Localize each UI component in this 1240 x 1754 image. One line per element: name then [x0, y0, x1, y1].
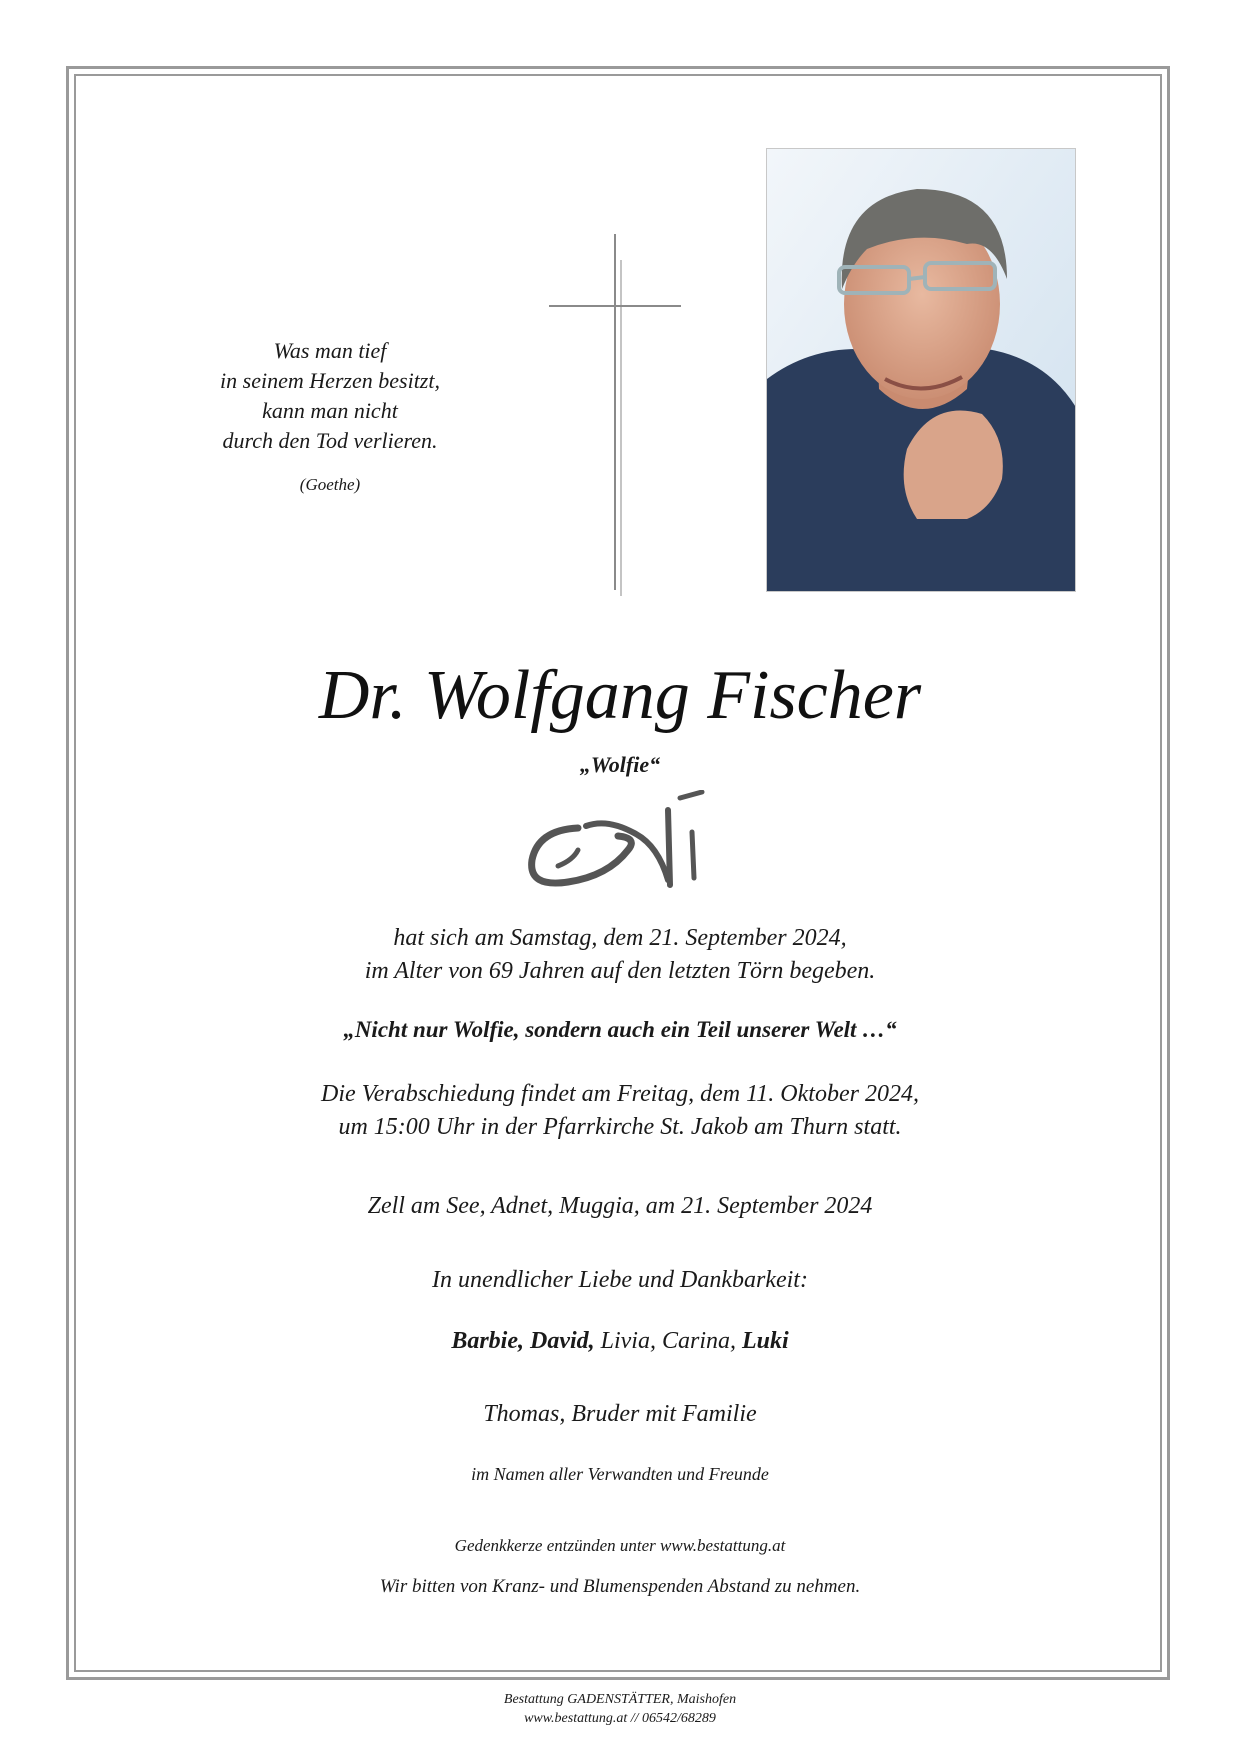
funeral-home-footer	[120, 1690, 1120, 1728]
relatives-line: im Namen aller Verwandten und Freunde	[471, 1464, 769, 1484]
thanks-line: In unendlicher Liebe und Dankbarkeit:	[432, 1267, 808, 1293]
flowers-note: Wir bitten von Kranz- und Blumenspenden Abstand zu nehmen.	[379, 1576, 861, 1597]
death-notice-line: im Alter von 69 Jahren auf den letzten Törn begeben.	[364, 958, 876, 984]
place-date: Zell am See, Adnet, Muggia, am 21. September 2024	[367, 1193, 873, 1219]
goethe-quote	[180, 336, 480, 500]
cross-icon	[545, 230, 685, 605]
service-line: um 15:00 Uhr in der Pfarrkirche St. Jakob am Thurn statt.	[338, 1114, 902, 1140]
quote-line: Was man tief	[273, 338, 387, 363]
footer-company: Bestattung GADENSTÄTTER, Maishofen	[503, 1692, 737, 1707]
quote-line: in seinem Herzen besitzt,	[220, 368, 440, 393]
brother-line: Thomas, Bruder mit Familie	[483, 1401, 757, 1427]
family-name-luki: Luki	[742, 1328, 789, 1354]
deceased-name: Dr. Wolfgang Fischer	[318, 657, 922, 734]
quote-line: durch den Tod verlieren.	[222, 428, 438, 453]
footer-contact: www.bestattung.at // 06542/68289	[524, 1711, 716, 1726]
family-name-barbie: Barbie,	[451, 1328, 524, 1354]
motto: „Nicht nur Wolfie, sondern auch ein Teil unserer Welt …“	[343, 1017, 897, 1042]
fish-symbol-signature	[518, 790, 718, 905]
death-notice	[120, 922, 1120, 988]
deceased-nickname: „Wolfie“	[579, 752, 661, 777]
service-line: Die Verabschiedung findet am Freitag, dem 11. Oktober 2024,	[321, 1081, 919, 1107]
family-names-others: Livia, Carina,	[600, 1328, 736, 1354]
death-notice-line: hat sich am Samstag, dem 21. September 2024,	[393, 925, 847, 951]
memorial-candle-note: Gedenkkerze entzünden unter www.bestattung.at	[454, 1536, 786, 1555]
quote-line: kann man nicht	[262, 398, 398, 423]
family-names	[120, 1328, 1120, 1355]
portrait-photo	[766, 148, 1076, 592]
service-info	[120, 1078, 1120, 1144]
family-name-david: David,	[529, 1328, 595, 1354]
quote-author: (Goethe)	[299, 475, 361, 494]
